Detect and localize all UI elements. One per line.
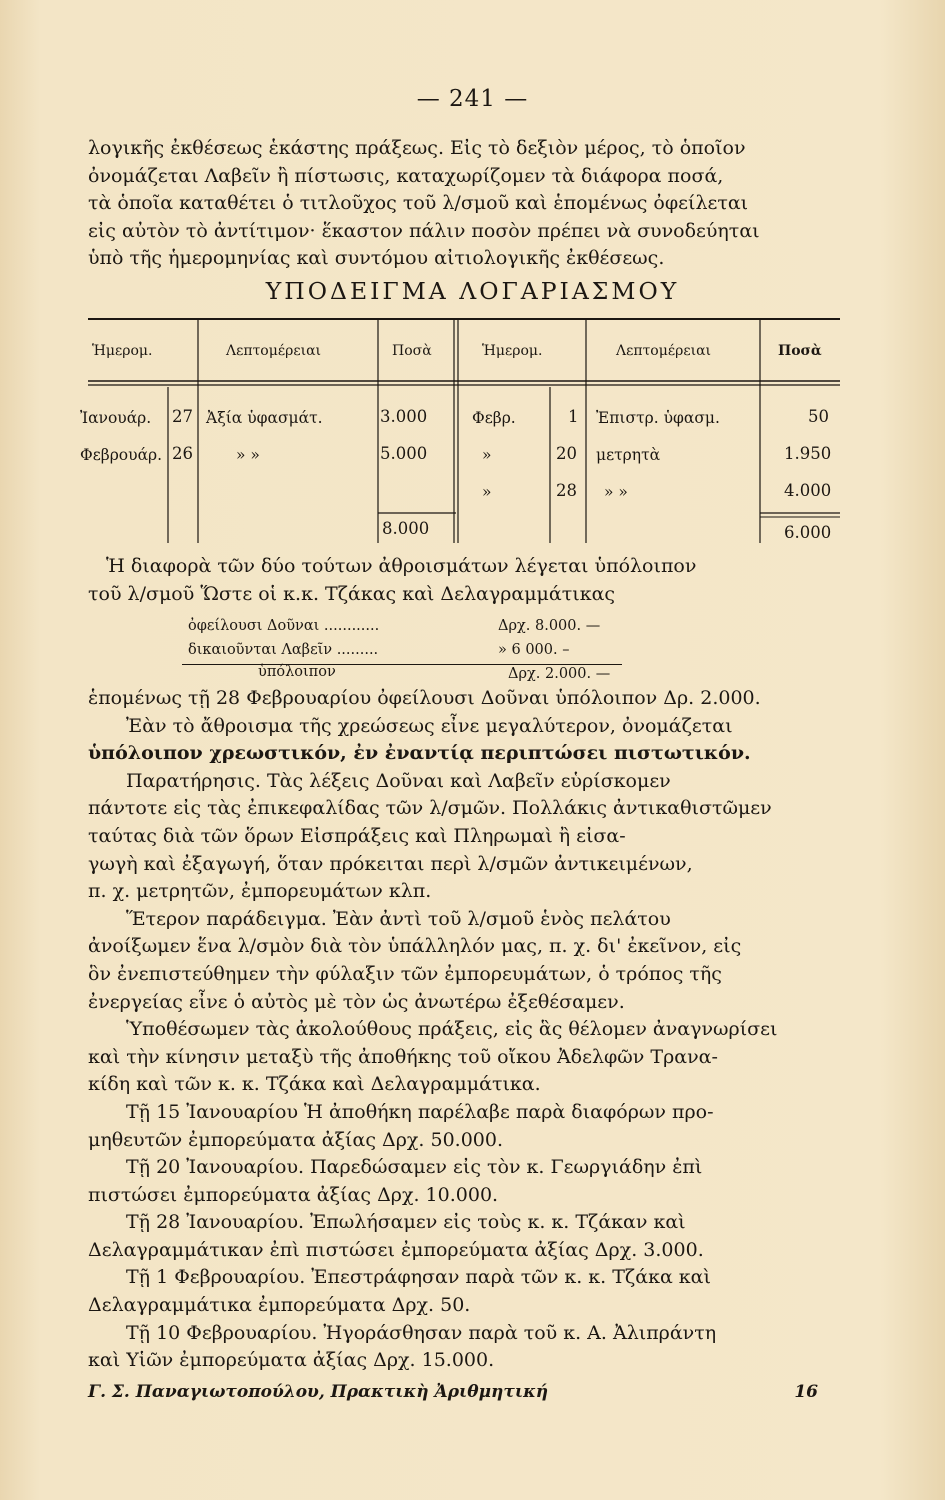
text-line: ταύτας διὰ τῶν ὅρων Εἰσπράξεις καὶ Πληρωμαὶ ἢ εἰσα- [88,824,626,847]
header-amount-debit: Ποσὰ [392,343,432,359]
text-line: ἑπομένως τῇ 28 Φεβρουαρίου ὀφείλουσι Δοῦναι ὑπόλοιπον Δρ. 2.000. [88,687,761,709]
text-line: πιστώσει ἐμπορεύματα ἀξίας Δρχ. 10.000. [88,1183,499,1206]
text-line: Τῇ 1 Φεβρουαρίου. Ἐπεστράφησαν παρὰ τῶν κ. κ. Τζάκα καὶ [126,1266,711,1289]
header-details-credit: Λεπτομέρειαι [616,343,712,359]
text-line: τὰ ὁποῖα καταθέτει ὁ τιτλοῦχος τοῦ λ/σμοῦ καὶ ἑπομένως ὀφείλεται [88,192,749,215]
body-text [88,685,840,1375]
text-line: εἰς αὐτὸν τὸ ἀντίτιμον· ἕκαστον πάλιν ποσὸν πρέπει νὰ συνοδεύηται [88,219,760,242]
debit-total: 8.000 [382,519,430,538]
intro-paragraph [88,135,840,273]
ledger-rules [88,317,840,545]
text-line: Παρατήρησις. Τὰς λέξεις Δοῦναι καὶ Λαβεῖν εὑρίσκομεν [126,769,671,792]
text-line: λογικῆς ἐκθέσεως ἑκάστης πράξεως. Εἰς τὸ δεξιὸν μέρος, τὸ ὁποῖον [88,137,746,159]
text-line: καὶ Υἱῶν ἐμπορεύματα ἀξίας Δρχ. 15.000. [88,1349,495,1372]
page-footer [88,1382,840,1402]
credit-detail: » » [604,483,628,501]
text-line: ὀνομάζεται Λαβεῖν ἢ πίστωσις, καταχωρίζομεν τὰ διάφορα ποσά, [88,164,724,187]
text-line: κίδη καὶ τῶν κ. κ. Τζάκα καὶ Δελαγραμμάτικα. [88,1073,541,1096]
text-line: ἐνεργείας εἶνε ὁ αὐτὸς μὲ τὸν ὡς ἀνωτέρω ἐξεθέσαμεν. [88,990,625,1013]
text-line: μηθευτῶν ἐμπορεύματα ἀξίας Δρχ. 50.000. [88,1128,504,1151]
text-line: Ὑποθέσωμεν τὰς ἀκολούθους πράξεις, εἰς ἃς θέλομεν ἀναγνωρίσει [126,1018,778,1041]
text-line: ἀνοίξωμεν ἕνα λ/σμὸν διὰ τὸν ὑπάλληλόν μας, π. χ. δι' ἐκεῖνον, εἰς [88,935,742,958]
text-line: γωγὴ καὶ ἐξαγωγή, ὅταν πρόκειται περὶ λ/σμῶν ἀντικειμένων, [88,852,693,875]
page-number: — 241 — [416,86,529,112]
balance-paragraph [88,553,840,608]
header-date-credit: Ἡμερομ. [482,343,543,359]
text-line: καὶ τὴν κίνησιν μεταξὺ τῆς ἀποθήκης τοῦ οἴκου Ἀδελφῶν Τρανα- [88,1045,718,1068]
credit-day: 1 [568,407,579,426]
example-title: ΥΠΟΔΕΙΓΜΑ ΛΟΓΑΡΙΑΣΜΟΥ [265,277,680,305]
text-line: Δελαγραμμάτικαν ἐπὶ πιστώσει ἐμπορεύματα ἀξίας Δρχ. 3.000. [88,1238,704,1261]
text-line: Ἕτερον παράδειγμα. Ἐὰν ἀντὶ τοῦ λ/σμοῦ ἑνὸς πελάτου [126,907,671,930]
credit-detail: μετρητὰ [596,446,661,464]
debit-month: Ἰανουάρ. [80,409,152,427]
debit-day: 27 [172,407,193,426]
text-line: Ἡ διαφορὰ τῶν δύο τούτων ἀθροισμάτων λέγεται ὑπόλοιπον [106,555,697,577]
header-details-debit: Λεπτομέρειαι [226,343,322,359]
text-line: Τῇ 20 Ἰανουαρίου. Παρεδώσαμεν εἰς τὸν κ. Γεωργιάδην ἐπὶ [126,1156,703,1179]
summary-debit-label: ὀφείλουσι Δοῦναι ............ [188,618,380,634]
credit-day: 20 [556,444,577,463]
text-line: Τῇ 10 Φεβρουαρίου. Ἠγοράσθησαν παρὰ τοῦ κ. Α. Ἀλιπράντη [126,1321,717,1344]
debit-detail: Ἀξία ὑφασμάτ. [206,409,323,427]
text-line: Τῇ 28 Ἰανουαρίου. Ἐπωλήσαμεν εἰς τοὺς κ. κ. Τζάκαν καὶ [126,1211,686,1234]
ledger-table [80,317,840,545]
credit-day: 28 [556,481,577,500]
debit-day: 26 [172,444,193,463]
text-line: ὃν ἐνεπιστεύθημεν τὴν φύλαξιν τῶν ἐμπορευμάτων, ὁ τρόπος τῆς [88,962,722,985]
credit-amount: 1.950 [784,444,832,463]
debit-month: Φεβρουάρ. [80,446,163,464]
summary-debit-value: Δρχ. 8.000. — [498,618,601,634]
summary-rule [182,664,622,665]
text-line: Δελαγραμμάτικα ἐμπορεύματα Δρχ. 50. [88,1294,471,1317]
credit-amount: 50 [808,407,829,426]
text-line: τοῦ λ/σμοῦ Ὥστε οἱ κ.κ. Τζάκας καὶ Δελαγραμμάτικας [88,582,616,605]
text-line: π. χ. μετρητῶν, ἐμπορευμάτων κλπ. [88,880,432,903]
summary-credit-label: δικαιοῦνται Λαβεῖν ......... [188,642,379,658]
credit-month: Φεβρ. [472,409,516,427]
debit-detail: » » [236,446,260,464]
text-line: Τῇ 15 Ἰανουαρίου Ἡ ἀποθήκη παρέλαβε παρὰ διαφόρων προ- [126,1100,714,1123]
credit-amount: 4.000 [784,481,832,500]
summary-balance-value: Δρχ. 2.000. — [508,666,611,682]
credit-month: » [482,483,492,501]
debit-amount: 3.000 [380,407,428,426]
credit-total: 6.000 [784,523,832,542]
credit-detail: Ἐπιστρ. ὑφασμ. [596,409,720,427]
footer-sheet-number: 16 [794,1382,818,1402]
summary-credit-value: » 6 000. – [498,642,570,658]
text-line: ὑπὸ τῆς ἡμερομηνίας καὶ συντόμου αἰτιολογικῆς ἐκθέσεως. [88,247,665,270]
header-date-debit: Ἡμερομ. [92,343,153,359]
text-line: ὑπόλοιπον χρεωστικόν, ἐν ἐναντίᾳ περιπτώσει πιστωτικόν. [88,742,751,765]
summary-balance-label: ὑπόλοιπον [258,664,336,680]
footer-signature: Γ. Σ. Παναγιωτοπούλου, Πρακτικὴ Ἀριθμητική [88,1382,549,1402]
text-line: πάντοτε εἰς τὰς ἐπικεφαλίδας τῶν λ/σμῶν. Πολλάκις ἀντικαθιστῶμεν [88,797,772,820]
credit-month: » [482,446,492,464]
debit-amount: 5.000 [380,444,428,463]
header-amount-credit: Ποσὰ [778,343,822,359]
text-line: Ἐὰν τὸ ἄθροισμα τῆς χρεώσεως εἶνε μεγαλύτερον, ὀνομάζεται [126,714,733,737]
